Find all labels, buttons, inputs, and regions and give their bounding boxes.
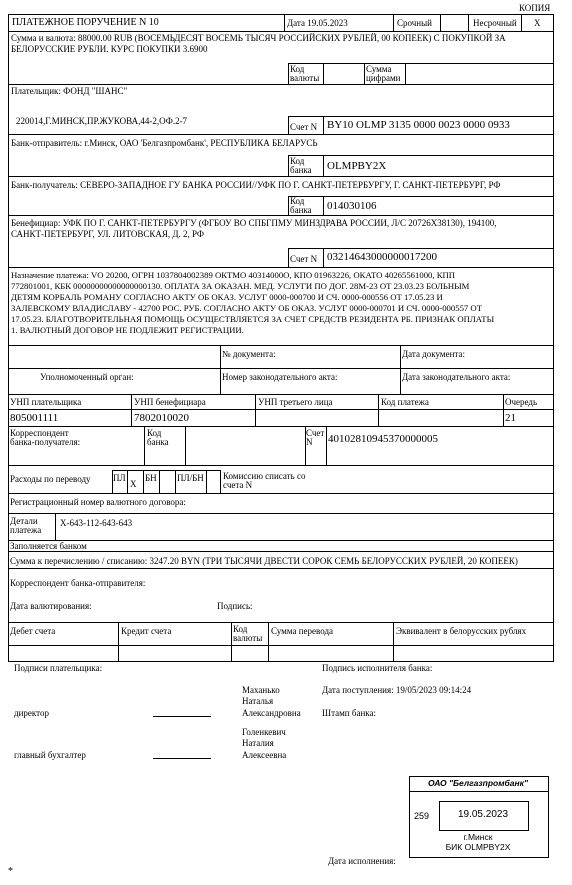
fee-bn-label: БН bbox=[145, 473, 157, 483]
payer-signatures-label: Подписи плательщика: bbox=[14, 663, 103, 673]
payer-address: 220014,Г.МИНСК,ПР.ЖУКОВА,44-2,ОФ.2-7 bbox=[16, 116, 188, 126]
bank-stamp-label: Штамп банка: bbox=[322, 708, 376, 718]
payer-name: Плательщик: ФОНД "ШАНС" bbox=[11, 86, 128, 96]
stamp-bik: БИК OLMPBY2X bbox=[445, 842, 511, 852]
director-signature-line bbox=[153, 716, 211, 717]
fees-label: Расходы по переводу bbox=[10, 474, 91, 484]
unp-payer-value: 805001111 bbox=[10, 412, 59, 424]
beneficiary-account: 03214643000000017200 bbox=[327, 251, 437, 263]
amount-line-1: Сумма и валюта: 88000.00 RUB (ВОСЕМЬДЕСЯТ ВОСЕМЬ ТЫСЯЧ РОССИЙСКИХ РУБЛЕЙ, 00 КОПЕЕК) С ПОКУПКОЙ ЗА bbox=[11, 33, 506, 43]
non-urgent-label: Несрочный bbox=[473, 18, 517, 28]
execution-date-label: Дата исполнения: bbox=[328, 856, 396, 866]
stamp-number: 259 bbox=[414, 811, 430, 821]
purpose-line-6: 1. ВАЛЮТНЫЙ ДОГОВОР НЕ ПОДЛЕЖИТ РЕГИСТРАЦИИ. bbox=[11, 325, 244, 335]
correspondent-label: Корреспондент банка-получателя: bbox=[10, 428, 81, 448]
sender-bank-code-label: Код банка bbox=[290, 156, 312, 175]
unp-payer-label: УНП плательщика bbox=[10, 397, 82, 407]
stamp-date: 19.05.2023 bbox=[457, 809, 509, 820]
payer-account-label: Счет N bbox=[290, 122, 318, 132]
credit-label: Кредит счета bbox=[121, 626, 172, 636]
equivalent-label: Эквивалент в белорусских рублях bbox=[396, 626, 527, 636]
purpose-line-3: ДЕТЯМ КОРБАЛЬ РОМАНУ СОГЛАСНО АКТУ ОБ ОКАЗ. УСЛУГ 0000-000700 И СЧ. 0000-000556 ОТ 17.05.23 И bbox=[11, 292, 443, 302]
act-number-label: Номер законодательного акта: bbox=[222, 372, 338, 382]
details-label: Детали платежа bbox=[10, 516, 42, 536]
received-date: Дата поступления: 19/05/2023 09:14:24 bbox=[322, 685, 472, 695]
correspondent-account: 40102810945370000005 bbox=[328, 433, 438, 445]
purpose-line-2: 772801001, КБК 00000000000000000130. ОПЛАТА ЗА ОКАЗАН. МЕД. УСЛУГИ ПО ДОГ. 28М-23 ОТ 23.03.23 БОЛЬНЫМ bbox=[11, 281, 470, 291]
beneficiary-account-label: Счет N bbox=[290, 254, 318, 264]
receiver-bank-code-label: Код банка bbox=[290, 196, 312, 215]
bottom-currency-code-label: Код валюты bbox=[233, 624, 263, 644]
fee-plbn-label: ПЛ/БН bbox=[177, 473, 204, 483]
doc-number-label: № документа: bbox=[222, 349, 276, 359]
unp-beneficiary-label: УНП бенефициара bbox=[134, 397, 206, 407]
accountant-name: Голенкевич Наталия Алексеевна bbox=[242, 727, 287, 760]
purpose-line-5: 17.05.23. БЛАГОТВОРИТЕЛЬНАЯ ПОМОЩЬ ОСУЩЕСТВЛЯЕТСЯ ЗА СЧЕТ СРЕДСТВ РЕЗИДЕНТА РБ. ПРИЗНАК ОПЛАТЫ bbox=[11, 314, 495, 324]
unp-third-label: УНП третьего лица bbox=[258, 397, 333, 407]
stamp-city: г.Минск bbox=[463, 832, 493, 842]
unp-beneficiary-value: 7802010020 bbox=[134, 412, 189, 424]
signature-label: Подпись: bbox=[217, 601, 253, 611]
order-date: Дата 19.05.2023 bbox=[287, 18, 348, 28]
fee-pl-mark: X bbox=[130, 479, 137, 489]
non-urgent-mark: X bbox=[534, 18, 541, 28]
corner-mark: * bbox=[8, 866, 13, 877]
authority-label: Уполномоченный орган: bbox=[40, 372, 134, 382]
act-date-label: Дата законодательного акта: bbox=[402, 372, 511, 382]
page-title: ПЛАТЕЖНОЕ ПОРУЧЕНИЕ N 10 bbox=[12, 17, 159, 28]
stamp-bank-name: ОАО "Белгазпромбанк" bbox=[428, 778, 528, 788]
sum-digits-label: Сумма цифрами bbox=[366, 64, 401, 83]
beneficiary-line-1: Бенефициар: УФК ПО Г. САНКТ-ПЕТЕРБУРГУ (ФГБОУ ВО СПБГПМУ МИНЗДРАВА РОССИИ, Л/С 20726Х38130), 194100, bbox=[11, 218, 497, 228]
debit-label: Дебет счета bbox=[10, 626, 56, 636]
fee-pl-label: ПЛ bbox=[113, 473, 126, 483]
director-label: директор bbox=[14, 708, 49, 718]
doc-date-label: Дата документа: bbox=[402, 349, 465, 359]
commission-label: Комиссию списать со счета N bbox=[223, 471, 306, 491]
sender-correspondent-label: Корреспондент банка-отправителя: bbox=[10, 578, 146, 588]
accountant-signature-line bbox=[153, 758, 211, 759]
valuation-date-label: Дата валютирования: bbox=[10, 601, 92, 611]
payer-account: BY10 OLMP 3135 0000 0023 0000 0933 bbox=[327, 119, 510, 131]
director-name: Маханько Наталья Александровна bbox=[242, 685, 301, 718]
transfer-sum: Сумма к перечислению / списанию: 3247.20 BYN (ТРИ ТЫСЯЧИ ДВЕСТИ СОРОК СЕМЬ БЕЛОРУССКИХ РУБЛЕЙ, 20 КОПЕЕК) bbox=[10, 556, 518, 566]
accountant-label: главный бухгалтер bbox=[14, 750, 86, 760]
sender-bank: Банк-отправитель: г.Минск, ОАО 'Белгазпромбанк', РЕСПУБЛИКА БЕЛАРУСЬ bbox=[11, 138, 318, 148]
amount-line-2: БЕЛОРУССКИЕ РУБЛИ. КУРС ПОКУПКИ 3.6900 bbox=[11, 44, 208, 54]
queue-label: Очередь bbox=[505, 397, 538, 407]
copy-label: КОПИЯ bbox=[519, 3, 551, 13]
bank-signature-label: Подпись исполнителя банка: bbox=[322, 663, 433, 673]
transfer-amount-label: Сумма перевода bbox=[271, 626, 334, 636]
purpose-line-1: Назначение платежа: VO 20200, ОГРН 1037804002389 ОКТМО 40314000О, КПО 01963226, ОКАТО 40265561000, КПП bbox=[11, 270, 456, 280]
beneficiary-line-2: САНКТ-ПЕТЕРБУРГ, УЛ. ЛИТОВСКАЯ, Д. 2, РФ bbox=[11, 229, 205, 239]
correspondent-code-label: Код банка bbox=[147, 428, 169, 448]
receiver-bank: Банк-получатель: СЕВЕРО-ЗАПАДНОЕ ГУ БАНКА РОССИИ//УФК ПО Г. САНКТ-ПЕТЕРБУРГУ, Г. САНКТ-ПЕТЕРБУРГ, РФ bbox=[11, 180, 501, 190]
receiver-bank-code: 014030106 bbox=[327, 200, 377, 212]
urgent-label: Срочный bbox=[397, 18, 432, 28]
details-value: X-643-112-643-643 bbox=[60, 518, 133, 528]
currency-code-label: Код валюты bbox=[290, 64, 320, 83]
bank-fill-label: Заполняется банком bbox=[10, 541, 87, 551]
sender-bank-code: OLMPBY2X bbox=[327, 160, 387, 172]
payment-code-label: Код платежа bbox=[381, 397, 429, 407]
correspondent-account-label: Счет N bbox=[306, 428, 325, 448]
reg-number-label: Регистрационный номер валютного договора: bbox=[10, 497, 186, 507]
purpose-line-4: ЗАЛЕВСКОМУ ВЛАДИСЛАВУ - 42700 РОС. РУБ. СОГЛАСНО АКТУ ОБ ОКАЗ. УСЛУГ 0000-000701 И СЧ. 0000-000557 ОТ bbox=[11, 303, 483, 313]
queue-value: 21 bbox=[505, 412, 516, 424]
